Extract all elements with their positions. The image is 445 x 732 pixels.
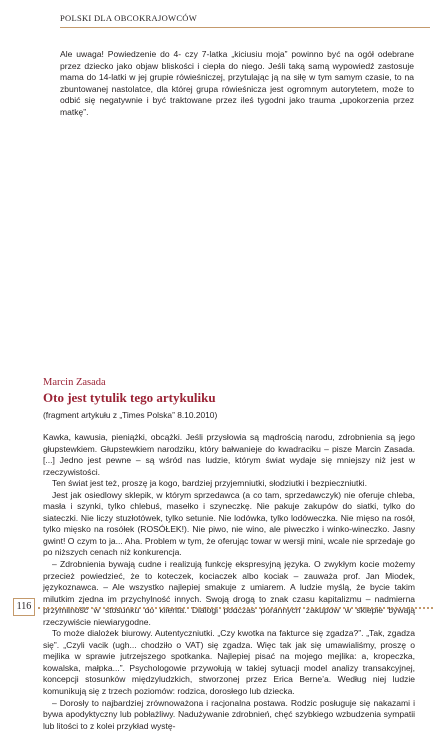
- article-author: Marcin Zasada: [43, 377, 106, 388]
- footer-dotted-rule: [38, 607, 433, 609]
- running-header: POLSKI DLA OBCOKRAJOWCÓW: [60, 13, 198, 23]
- article-source: (fragment artykułu z „Times Polska” 8.10.2010): [43, 410, 218, 420]
- intro-paragraph: Ale uwaga! Powiedzenie do 4- czy 7-latka „kiciusiu moja” powinno być na ogół odebrane przez dziecko jako objaw bliskości i ciepła do niego. Jeśli taką samą wypowiedź zastosuje mama do 14-latki w jej grupie rówieśniczej, przytulając ją na siłę w tym samym czasie, to na zbuntowanej nastolatce, dla której grupa rówieśnicza jest ogromnym autorytetem, może to odbić się negatywnie i być traktowane przez ileś tygodni jako trauma „upokorzenia przez matkę”.: [60, 49, 414, 117]
- article-title: Oto jest tytulik tego artykuliku: [43, 390, 216, 405]
- header-rule: [60, 27, 430, 28]
- article-paragraph: Ten świat jest też, proszę ja kogo, bardziej przyjemniutki, słodziutki i bezpieczniutki.: [52, 478, 367, 489]
- article-body: [43, 432, 415, 732]
- article-paragraph: Jest jak osiedlowy sklepik, w którym sprzedawca (a co tam, sprzedawczyk) nie oferuje chleba, masła i szynki, tylko chlebuś, masełko i szyneczkę. Nie pakuje zakupów do siatki, tylko do siateczki. Nie liczy stuzłotówek, tylko setunie. Nie lodówka, tylko lodóweczka. Nie mięso na rosół, tylko mięsko na rosółek (ROSÓŁEK!). Nie piwo, nie wino, ale piweczko i winko-wineczko. Jasny gwint! O czym to ja... Aha. Problem w tym, że oferując towar w wersji mini, wcale nie sprzedaje go po niższych cenach niż konkurencja.: [43, 489, 415, 558]
- article-paragraph: To może dialożek biurowy. Autentyczniutki. „Czy kwotka na fakturce się zgadza?”. „Tak, zgadza się”. „Czyli vacik (ugh... chodziło o VAT) się zgadza. Więc tak jak się umawialiśmy, proszę o mejlika w sprawie jutrzejszego spotkanka. Najlepiej pisać na mojego mejlika: a, kropeczka, kowalska, małpka...”. Psychologowie przywołują w takiej sytuacji model analizy transakcyjnej, koncepcji stosunków międzyludzkich, stworzonej przez Erica Berne’a. Według niej ludzie komunikują się z trzech poziomów: rodzica, dorosłego lub dziecka.: [43, 628, 415, 697]
- article-paragraph: – Zdrobnienia bywają cudne i realizują funkcję ekspresyjną języka. O zwykłym kocie możemy przecież powiedzieć, że to koteczek, kociaczek albo kociak – zauważa prof. Jan Miodek, językoznawca. – Ale wszystko najlepiej smakuje z umiarem. A ludzie myślą, że bycie takim milutkim zjedna im przychylność innych. Swoją drogą to znak czasu kapitalizmu – nadmierna przymilność w stosunku do klienta. Dialogi podczas porannych zakupów w sklepie bywają rzeczywiście niewiarygodne.: [43, 559, 415, 627]
- article-paragraph: – Dorosły to najbardziej zrównoważona i racjonalna postawa. Rodzic posługuje się nakazami i bywa apodyktyczny lub pobłażliwy. Nadużywanie zdrobnień, chęć szybkiego wzbudzenia sympatii lub litości to z kolei przykład wystę-: [43, 697, 415, 731]
- page-number: 116: [13, 598, 35, 616]
- article-paragraph: Kawka, kawusia, pieniążki, obcążki. Jeśli przysłowia są mądrością narodu, zdrobnienia są jego głupstewkiem. Głupstewkiem narodziku, który bałwanieje do kwadraciku – pisze Marcin Zasada. [...] Jedno jest pewne – są wśród nas ludzie, którym świat wydaje się mniejszy niż jest w rzeczywistości.: [43, 432, 415, 477]
- intro-text: [60, 49, 414, 118]
